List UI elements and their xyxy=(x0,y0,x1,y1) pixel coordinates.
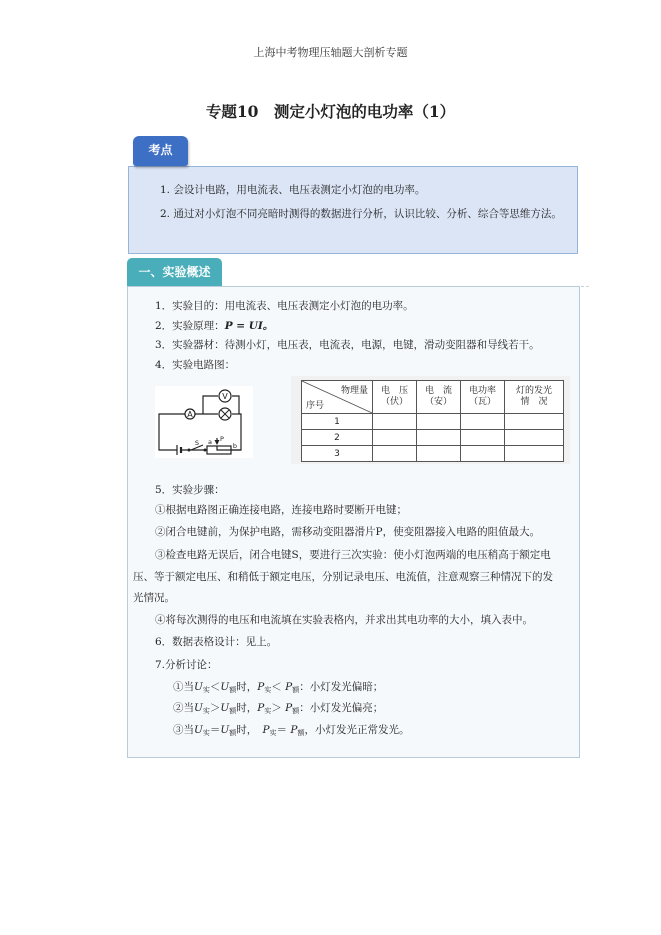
table-design-text: 6．数据表格设计：见上。 xyxy=(155,636,278,648)
step-2: ②闭合电键前，为保护电路，需移动变阻器滑片P，使变阻器接入电路的阻值最大。 xyxy=(155,526,541,538)
voltmeter-label: V xyxy=(222,392,228,401)
principle-formula: P = UI。 xyxy=(224,320,274,332)
data-table xyxy=(301,380,564,462)
rheostat-a-label: a xyxy=(208,438,212,446)
step-3-line-3: 光情况。 xyxy=(133,592,175,604)
header-current: 电 流 （安） xyxy=(417,381,461,414)
data-table-wrapper xyxy=(291,376,570,464)
header-brightness: 灯的发光 情 况 xyxy=(505,381,564,414)
step-3-line-2: 压、等于额定电压、和稍低于额定电压，分别记录电压、电流值，注意观察三种情况下的发 xyxy=(133,571,553,583)
principle-line xyxy=(155,318,273,333)
table-row: 1 xyxy=(302,414,564,430)
overview-tag: 一、实验概述 xyxy=(127,258,222,286)
step-3-line-1: ③检查电路无误后，闭合电键S，要进行三次实验：使小灯泡两端的电压稍高于额定电 xyxy=(155,549,551,561)
document-title: 专题10 测定小灯泡的电功率（1） xyxy=(205,102,456,121)
circuit-heading: 4．实验电路图： xyxy=(155,359,236,371)
step-1: ①根据电路图正确连接电路，连接电路时要断开电键； xyxy=(155,504,407,516)
header-power: 电功率 （瓦） xyxy=(461,381,505,414)
circuit-diagram xyxy=(155,386,253,458)
kaodian-tag: 考点 xyxy=(133,136,188,166)
analysis-heading: 7.分析讨论： xyxy=(155,659,218,671)
analysis-case-1: ①当$U_实<U_额$时，$P_实< P_额$：小灯发光偏暗； xyxy=(173,681,384,694)
purpose-text: 1．实验目的：用电流表、电压表测定小灯泡的电功率。 xyxy=(155,300,414,312)
rheostat-b-label: b xyxy=(232,442,238,450)
rheostat-p-label: P xyxy=(220,435,224,443)
steps-heading: 5．实验步骤： xyxy=(155,484,225,496)
table-row: 2 xyxy=(302,430,564,446)
analysis-case-2: ②当$U_实>U_额$时，$P_实> P_额$：小灯发光偏亮； xyxy=(173,702,384,715)
corner-top-label: 物理量 xyxy=(340,386,368,396)
corner-bottom-label: 序号 xyxy=(306,401,325,411)
header-voltage: 电 压 （伏） xyxy=(373,381,417,414)
kaodian-item-2: 2. 通过对小灯泡不同亮暗时测得的数据进行分析，认识比较、分析、综合等思维方法。 xyxy=(160,208,562,220)
step-4: ④将每次测得的电压和电流填在实验表格内，并求出其电功率的大小，填入表中。 xyxy=(155,614,533,626)
equipment-text: 3．实验器材：待测小灯，电压表，电流表，电源，电键，滑动变阻器和导线若干。 xyxy=(155,339,540,351)
table-corner xyxy=(302,381,373,414)
analysis-case-3: ③当$U_实=U_额$时， $P_实= P_额$，小灯发光正常发光。 xyxy=(173,724,410,737)
table-row: 3 xyxy=(302,446,564,462)
switch-label: S xyxy=(194,439,200,447)
kaodian-item-1: 1. 会设计电路，用电流表、电压表测定小灯泡的电功率。 xyxy=(160,184,426,196)
ammeter-label: A xyxy=(187,410,193,419)
page-header: 上海中考物理压轴题大剖析专题 xyxy=(253,46,408,59)
principle-label: 2．实验原理： xyxy=(155,320,225,332)
